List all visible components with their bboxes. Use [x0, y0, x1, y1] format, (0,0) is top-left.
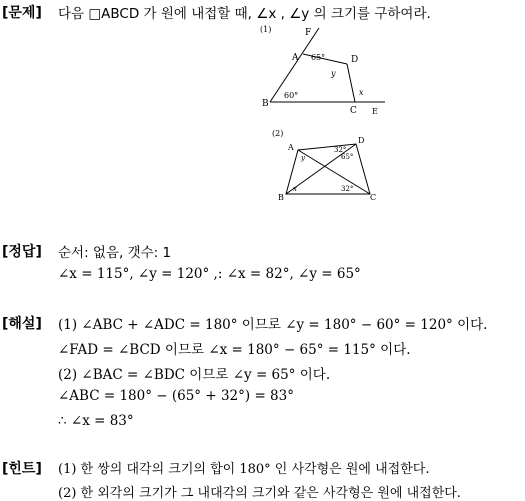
solution-line-1: (1) ∠ABC + ∠ADC = 180° 이므로 ∠y = 180° − 60° = 120° 이다.	[58, 317, 488, 333]
angle-32-top-label: 32°	[334, 146, 347, 154]
point-a: A	[288, 143, 294, 152]
point-b: B	[262, 99, 269, 109]
segment-dc	[347, 64, 355, 102]
answer-line-1: 순서: 없음, 갯수: 1	[58, 245, 172, 261]
point-c: C	[350, 106, 357, 116]
point-c: C	[370, 193, 377, 202]
angle-x-label: x	[293, 185, 297, 193]
point-f: F	[305, 28, 312, 38]
hint-line-2: (2) 한 외각의 크기가 그 내대각의 크기와 같은 사각형은 원에 내접한다.	[58, 486, 461, 501]
problem-tag: [문제]	[2, 5, 42, 21]
solution-tag: [해설]	[2, 316, 42, 332]
answer-line-2: ∠x = 115°, ∠y = 120° ,: ∠x = 82°, ∠y = 65°	[58, 266, 361, 282]
point-d: D	[351, 55, 359, 65]
angle-y-label: y	[301, 154, 305, 162]
angle-60-label: 60°	[284, 91, 299, 100]
solution-line-4: ∠ABC = 180° − (65° + 32°) = 83°	[58, 388, 294, 404]
problem-text: 다음 □ABCD 가 원에 내접할 때, ∠x , ∠y 의 크기를 구하여라.	[58, 6, 431, 22]
figure-2	[268, 128, 388, 208]
angle-65-label: 65°	[311, 53, 326, 62]
solution-line-5: ∴ ∠x = 83°	[58, 413, 134, 429]
angle-65-label: 65°	[341, 153, 354, 161]
figure-1	[255, 20, 395, 120]
angle-y-label: y	[331, 69, 336, 78]
solution-line-2: ∠FAD = ∠BCD 이므로 ∠x = 180° − 65° = 115° 이다.	[58, 342, 411, 358]
point-a: A	[292, 53, 299, 63]
figure-1-label: (1)	[260, 25, 272, 34]
point-e: E	[372, 107, 378, 116]
figure-2-label: (2)	[272, 129, 284, 138]
angle-x-label: x	[359, 88, 364, 97]
answer-tag: [정답]	[2, 244, 42, 260]
hint-tag: [힌트]	[2, 461, 42, 477]
point-b: B	[278, 193, 284, 202]
solution-line-3: (2) ∠BAC = ∠BDC 이므로 ∠y = 65° 이다.	[58, 367, 331, 383]
point-d: D	[358, 136, 365, 145]
angle-32-bottom-label: 32°	[341, 185, 354, 193]
hint-line-1: (1) 한 쌍의 대각의 크기의 합이 180° 인 사각형은 원에 내접한다.	[58, 462, 430, 477]
